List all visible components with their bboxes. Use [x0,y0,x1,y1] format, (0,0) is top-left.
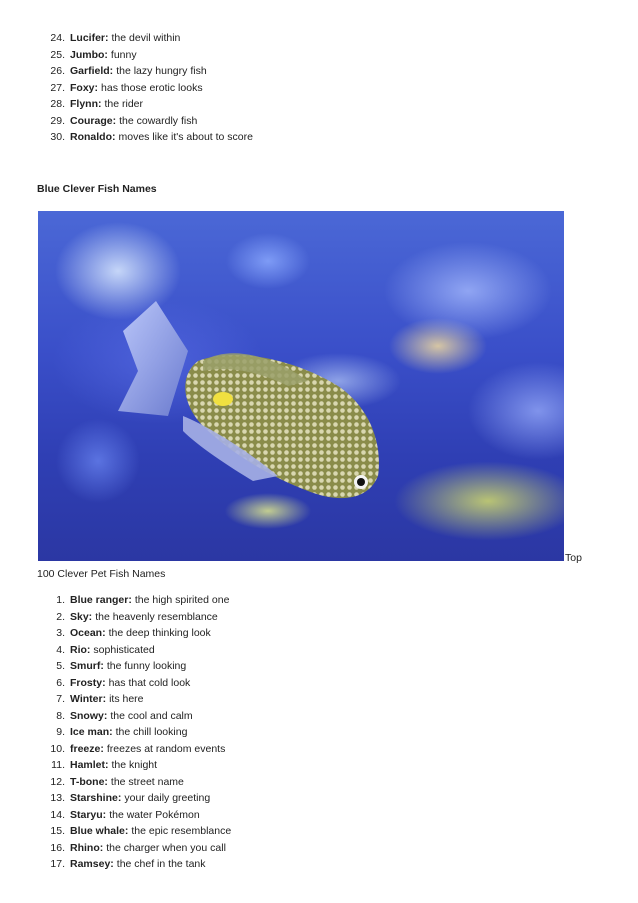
list-item [40,80,253,97]
list-item [40,658,231,675]
item-number: 29. [50,114,65,127]
item-description: the water Pokémon [109,808,200,821]
item-description: the charger when you call [106,841,226,854]
item-name: Courage: [70,114,117,127]
list-item [40,823,231,840]
item-number: 28. [50,98,65,110]
list-item [40,790,231,807]
item-name: Rhino: [70,841,104,854]
list-item [40,724,231,741]
item-number: 8. [56,709,65,722]
item-number: 9. [56,726,65,738]
list-item [40,96,253,113]
caption-line: 100 Clever Pet Fish Names [37,568,166,580]
item-description: your daily greeting [124,792,211,804]
item-number: 2. [56,610,65,623]
list-item [40,856,231,873]
item-name: Rio: [70,643,91,656]
item-name: freeze: [70,742,104,755]
item-description: has those erotic looks [101,81,203,94]
list-item [40,609,231,626]
item-description: the heavenly resemblance [95,610,218,623]
item-description: the funny looking [106,660,187,672]
item-description: the deep thinking look [108,627,211,639]
yellow-spot [213,392,233,406]
list-item [40,807,231,824]
item-number: 26. [50,65,65,77]
item-number: 3. [56,627,65,639]
item-description: the chill looking [115,726,188,738]
item-number: 30. [50,131,65,143]
item-description: the cowardly fish [119,114,198,127]
list-item [40,30,253,47]
item-description: its here [109,693,144,705]
list-item [40,129,253,146]
item-name: Blue whale: [70,825,129,837]
item-name: Blue ranger: [70,594,132,606]
item-number: 24. [50,32,65,44]
item-number: 25. [50,48,65,61]
list-item [40,675,231,692]
item-name: Ocean: [70,627,106,639]
fish-illustration [38,211,564,561]
fish-photo [38,211,564,561]
item-number: 15. [50,825,65,837]
list-item [40,774,231,791]
item-name: Ice man: [70,726,113,738]
item-name: Foxy: [70,81,99,94]
item-name: Sky: [70,610,93,623]
item-number: 16. [50,841,65,854]
item-name: Flynn: [70,98,102,110]
item-number: 14. [50,808,65,821]
list-item [40,757,231,774]
item-description: the devil within [111,32,181,44]
item-description: sophisticated [93,643,155,656]
item-description: the street name [110,775,184,788]
fish-pupil [357,478,365,486]
item-name: Smurf: [70,660,104,672]
item-number: 27. [50,81,65,94]
item-name: Starshine: [70,792,122,804]
clever-fish-names-list [40,592,231,873]
fish-names-list-continued [40,30,253,146]
item-number: 6. [56,676,65,689]
item-number: 13. [50,792,65,804]
item-description: the chef in the tank [116,858,206,870]
section-heading: Blue Clever Fish Names [37,183,157,195]
list-item [40,642,231,659]
item-description: has that cold look [108,676,191,689]
item-name: Garfield: [70,65,114,77]
tail-fin [118,301,188,416]
item-name: Lucifer: [70,32,109,44]
item-name: Winter: [70,693,107,705]
item-number: 17. [50,858,65,870]
list-item [40,840,231,857]
item-number: 11. [51,759,65,771]
item-description: the rider [104,98,144,110]
item-description: funny [110,48,137,61]
list-item [40,708,231,725]
item-number: 1. [56,594,65,606]
list-item [40,741,231,758]
item-name: Ronaldo: [70,131,116,143]
item-description: the high spirited one [134,594,230,606]
item-description: moves like it's about to score [118,131,253,143]
item-name: Snowy: [70,709,108,722]
caption-top: Top [565,552,582,564]
item-description: the knight [111,759,158,771]
item-name: Jumbo: [70,48,108,61]
item-number: 10. [50,742,65,755]
list-item [40,592,231,609]
item-number: 5. [56,660,65,672]
item-name: Frosty: [70,676,106,689]
list-item [40,63,253,80]
item-number: 12. [50,775,65,788]
list-item [40,47,253,64]
list-item [40,625,231,642]
item-name: Staryu: [70,808,107,821]
item-description: the cool and calm [110,709,193,722]
item-name: Hamlet: [70,759,109,771]
item-number: 4. [56,643,65,656]
item-number: 7. [56,693,65,705]
item-description: the epic resemblance [131,825,232,837]
item-description: freezes at random events [106,742,226,755]
list-item [40,113,253,130]
list-item [40,691,231,708]
item-description: the lazy hungry fish [116,65,207,77]
item-name: T-bone: [70,775,108,788]
item-name: Ramsey: [70,858,114,870]
